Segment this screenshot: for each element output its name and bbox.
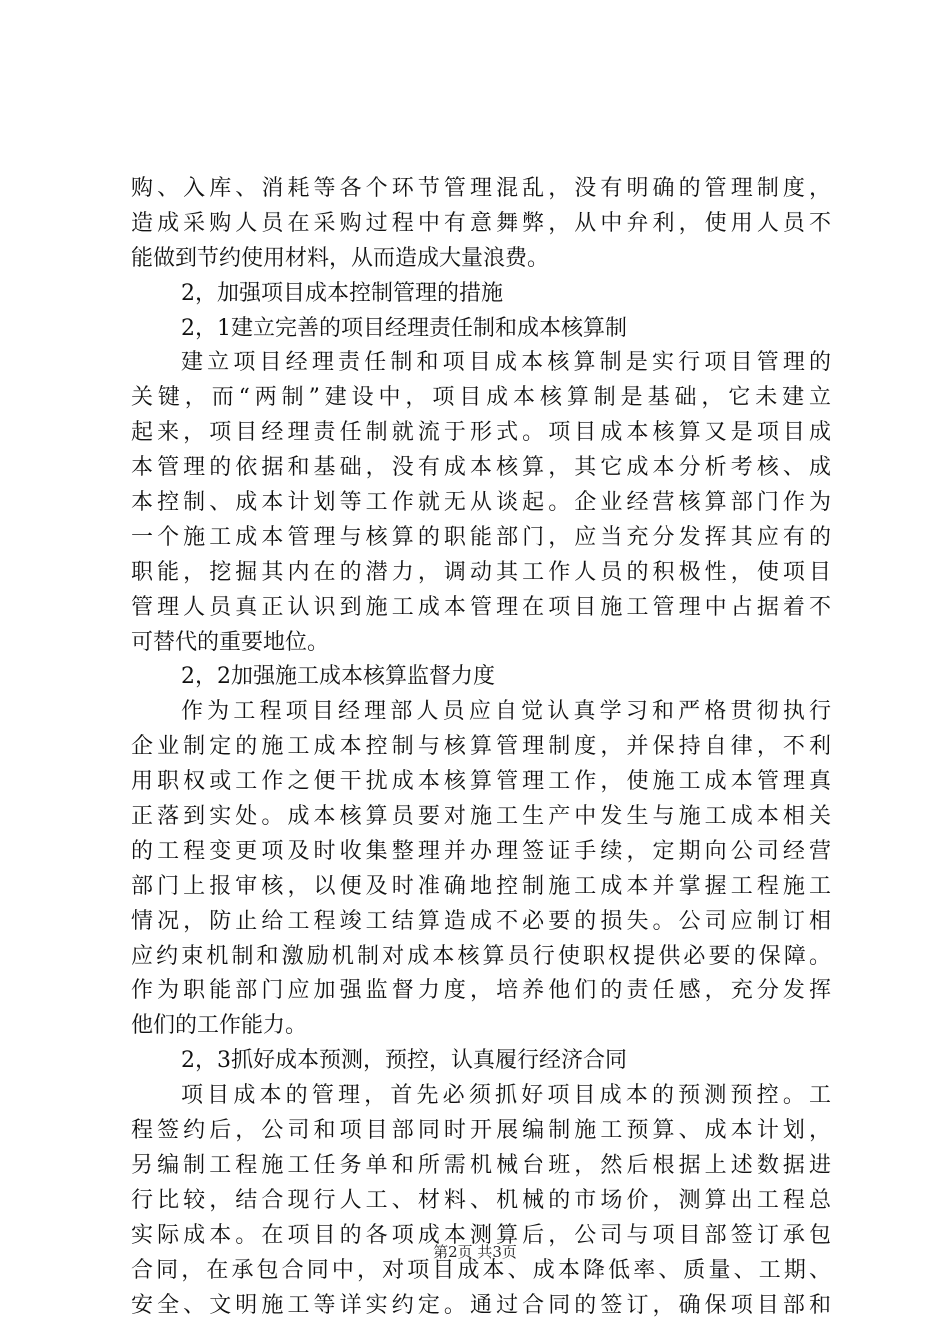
text-line: 合同，在承包合同中，对项目成本、成本降低率、质量、工期、 (131, 1257, 831, 1283)
text-line: 企业制定的施工成本控制与核算管理制度，并保持自律，不利 (131, 734, 831, 760)
section-heading: 2，1建立完善的项目经理责任制和成本核算制 (181, 315, 627, 341)
document-body (131, 172, 831, 1323)
text-line: 作为工程项目经理部人员应自觉认真学习和严格贯彻执行 (181, 699, 831, 725)
text-line: 应约束机制和激励机制对成本核算员行使职权提供必要的保障。 (131, 943, 831, 969)
text-line: 本管理的依据和基础，没有成本核算，其它成本分析考核、成 (131, 455, 831, 481)
text-line: 造成采购人员在采购过程中有意舞弊，从中弁利，使用人员不 (131, 210, 831, 236)
text-line: 关键，而“两制”建设中，项目成本核算制是基础，它未建立 (131, 385, 831, 411)
text-line: 实际成本。在项目的各项成本测算后，公司与项目部签订承包 (131, 1222, 831, 1248)
text-line: 他们的工作能力。 (131, 1013, 308, 1039)
text-line: 用职权或工作之便干扰成本核算管理工作，使施工成本管理真 (131, 769, 831, 795)
text-line: 项目成本的管理，首先必须抓好项目成本的预测预控。工 (181, 1083, 831, 1109)
page-number-footer: 第2页 共3页 (433, 1243, 517, 1261)
section-heading: 2，加强项目成本控制管理的措施 (181, 280, 503, 306)
text-line: 职能，挖掘其内在的潜力，调动其工作人员的积极性，使项目 (131, 559, 831, 585)
text-line: 行比较，结合现行人工、材料、机械的市场价，测算出工程总 (131, 1187, 831, 1213)
text-line: 作为职能部门应加强监督力度，培养他们的责任感，充分发挥 (131, 978, 831, 1004)
text-line: 情况，防止给工程竣工结算造成不必要的损失。公司应制订相 (131, 908, 831, 934)
text-line: 本控制、成本计划等工作就无从谈起。企业经营核算部门作为 (131, 490, 831, 516)
text-line: 部门上报审核，以便及时准确地控制施工成本并掌握工程施工 (131, 873, 831, 899)
text-line: 可替代的重要地位。 (131, 629, 330, 655)
text-line: 正落到实处。成本核算员要对施工生产中发生与施工成本相关 (131, 804, 831, 830)
text-line: 管理人员真正认识到施工成本管理在项目施工管理中占据着不 (131, 594, 831, 620)
text-line: 购、入库、消耗等各个环节管理混乱，没有明确的管理制度， (131, 176, 831, 201)
text-line: 另编制工程施工任务单和所需机械台班，然后根据上述数据进 (131, 1152, 831, 1178)
text-line: 一个施工成本管理与核算的职能部门，应当充分发挥其应有的 (131, 524, 831, 550)
text-line: 程签约后，公司和项目部同时开展编制施工预算、成本计划， (131, 1118, 831, 1144)
text-line: 建立项目经理责任制和项目成本核算制是实行项目管理的 (181, 350, 831, 376)
section-heading: 2，3抓好成本预测，预控，认真履行经济合同 (181, 1048, 627, 1074)
text-line: 能做到节约使用材料，从而造成大量浪费。 (131, 245, 550, 271)
section-heading: 2，2加强施工成本核算监督力度 (181, 664, 495, 690)
text-line: 安全、文明施工等详实约定。通过合同的签订，确保项目部和 (131, 1292, 831, 1318)
text-line: 的工程变更项及时收集整理并办理签证手续，定期向公司经营 (131, 838, 831, 864)
text-line: 起来，项目经理责任制就流于形式。项目成本核算又是项目成 (131, 420, 831, 446)
